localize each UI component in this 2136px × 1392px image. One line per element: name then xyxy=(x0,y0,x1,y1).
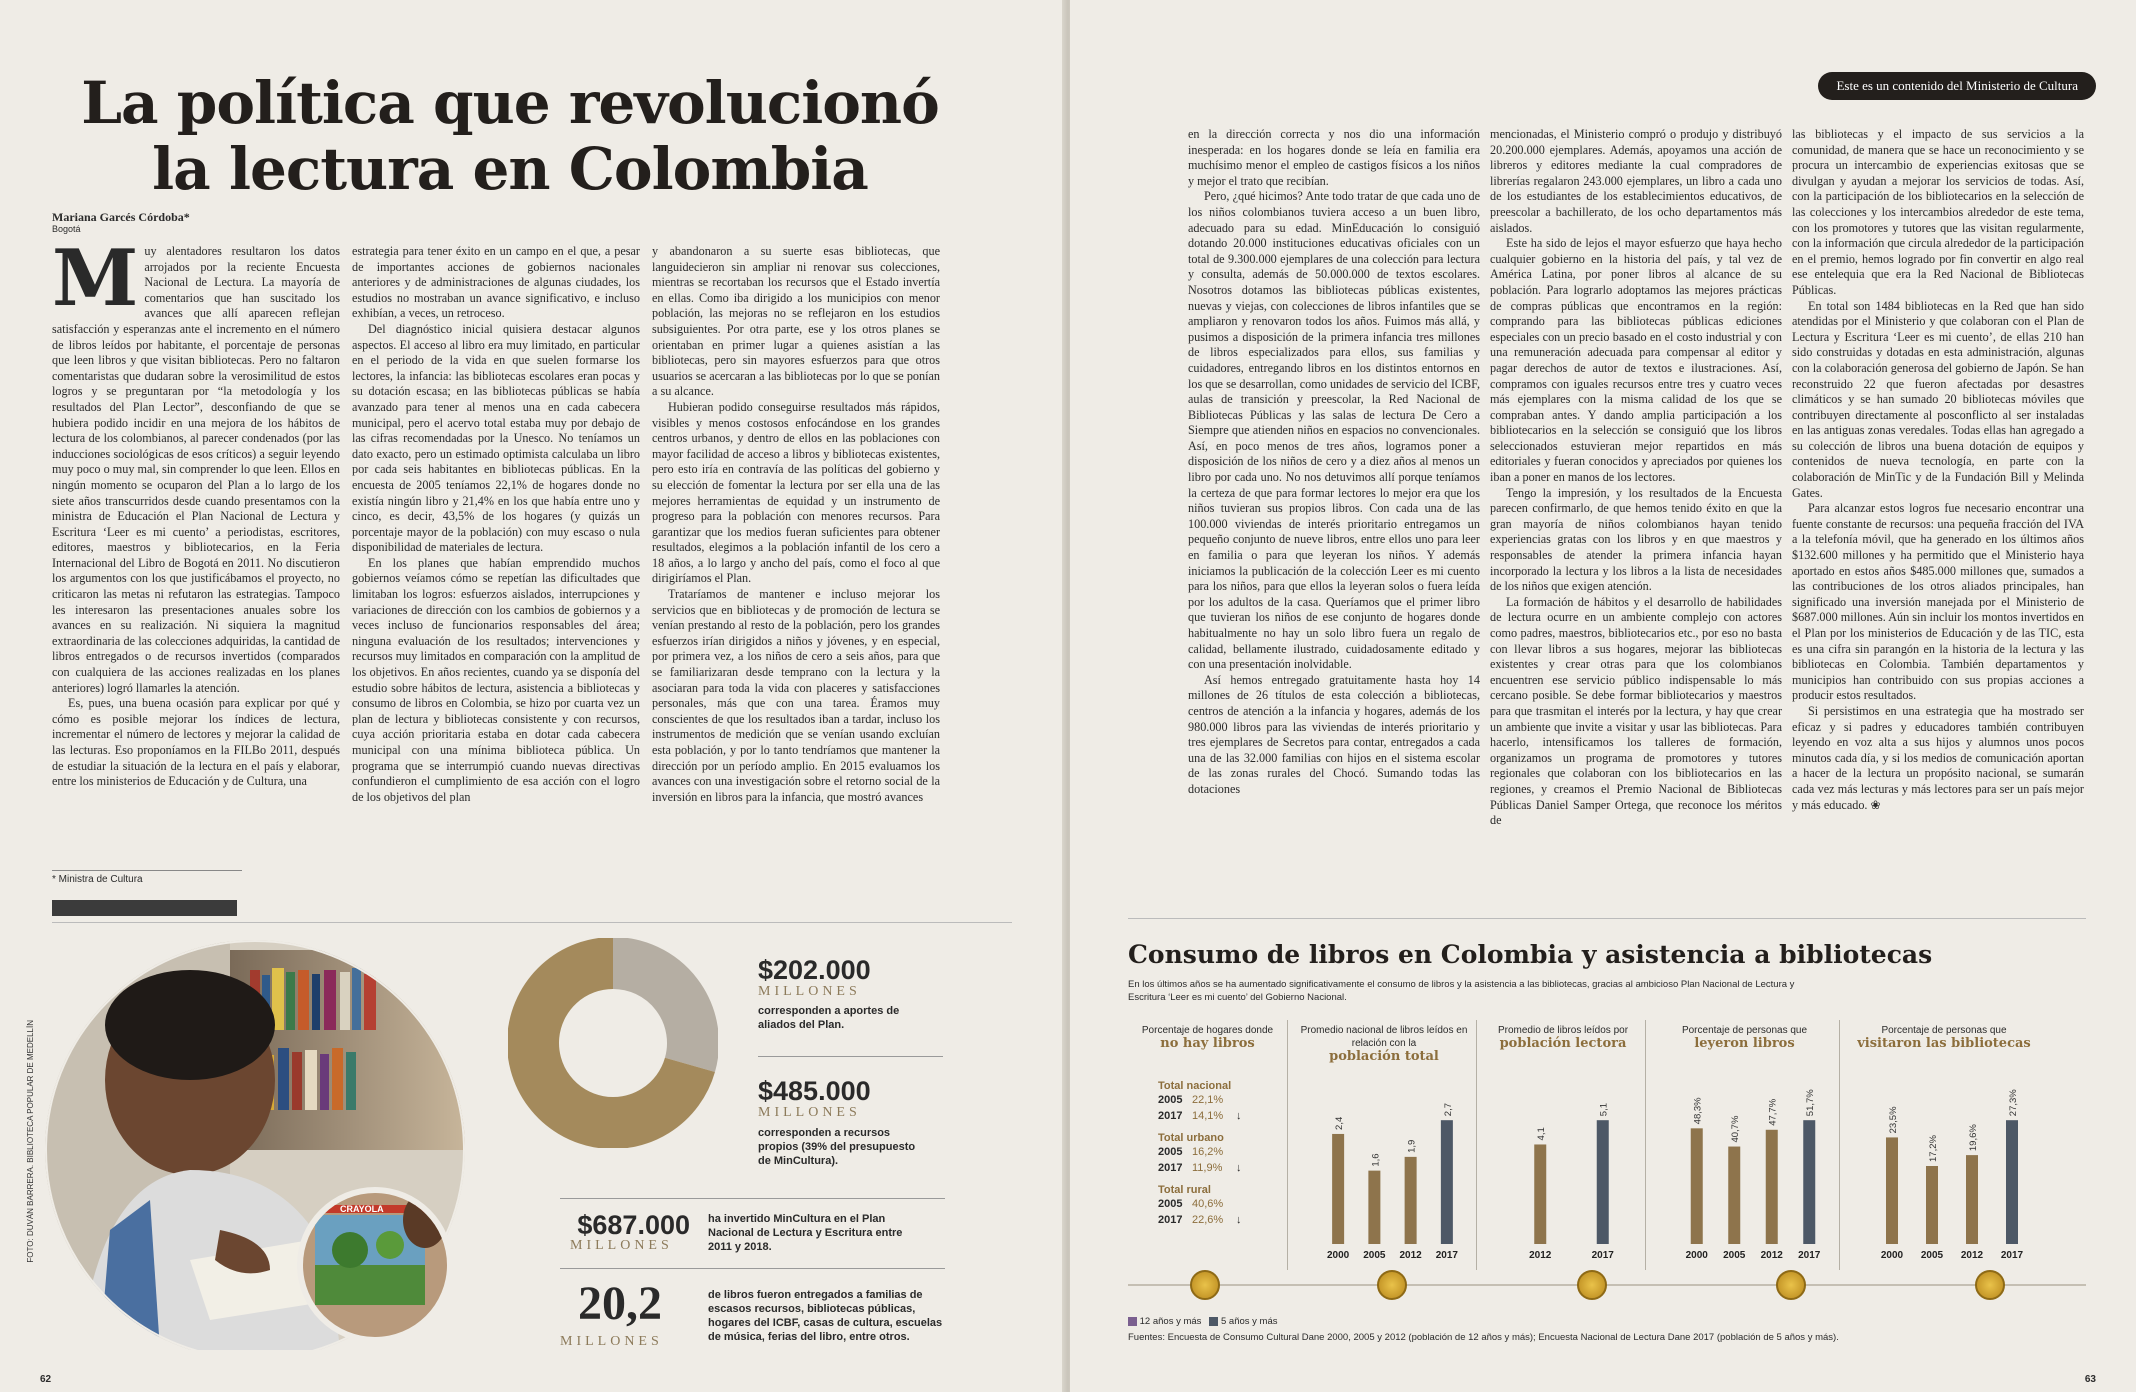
stat-number: $202.000 xyxy=(758,955,871,985)
left-column-1 xyxy=(52,244,340,864)
panel-visited-libraries xyxy=(1844,1020,2044,1270)
bar-value-label: 17,2% xyxy=(1928,1135,1939,1162)
row-value: 22,6% xyxy=(1192,1214,1224,1226)
row-value: 14,1% xyxy=(1192,1110,1224,1122)
sources: Fuentes: Encuesta de Consumo Cultural Dane 2000, 2005 y 2012 (población de 12 años y más); Encuesta Nacional de Lectura Dane 2017 (población de 5 años y más). xyxy=(1128,1332,1839,1343)
paragraph: las bibliotecas y el impacto de sus servicios a la comunidad, de manera que se hace un reconocimiento y se procura un intercambio de experiencias exitosas que se divulgan y ayudan a mejorar los servicios de todas. Así, con la participación de los bibliotecarios en la selección de las colecciones y los intercambios alrededor de este tema, con los promotores y tutores que las visitan regularmente, con la información que circula alrededor de la participación en el premio, hemos logrado por fin convertir en algo real ese entelequia que era la Red Nacional de Bibliotecas Públicas. xyxy=(1792,127,2084,297)
page-number: 62 xyxy=(40,1374,52,1385)
stat-description: corresponden a recursos propios (39% del presupuesto de MinCultura). xyxy=(758,1127,916,1167)
right-column-2 xyxy=(1490,127,1782,887)
panel-no-books xyxy=(1128,1020,1288,1270)
row-year: 2005 xyxy=(1158,1146,1183,1158)
panel-heading-big: población lectora xyxy=(1499,1036,1627,1051)
panel-heading-small: Porcentaje de personas que xyxy=(1681,1025,1808,1036)
right-column-3 xyxy=(1792,127,2084,887)
panel-heading-small: Promedio de libros leídos por xyxy=(1497,1025,1629,1036)
left-page xyxy=(0,0,1066,1392)
paragraph: Este ha sido de lejos el mayor esfuerzo que haya hecho cualquier gobierno en la historia del país, y tal vez de América Latina, por poner libros al alcance de su población. Para lograrlo adoptamos las mejores prácticas de compras públicas que encontramos en la región: comprando para las bibliotecas públicas ediciones especiales con un precio basado en el costo industrial y con una remuneración adecuada para compensar al editor y pagar derechos de autor de textos e ilustraciones. Así, compramos con iguales recursos entre tres y cuatro veces más ejemplares con la misma calidad de los que se compraban antes. Y dando amplia participación a los bibliotecarios en la selección se consiguió que los libros seleccionados estuvieran mejor repartidos en más editoriales y fueran conocidos y apreciados por quienes los iban a poner en manos de los lectores. xyxy=(1490,236,1782,485)
paragraph: mencionadas, el Ministerio compró o produjo y distribuyó 20.200.000 ejemplares. Además, apoyamos una acción de libreros y editores mediante la cual compradores de librerías regalaron 243.000 ejemplares, un libro a cada uno de los estudiantes de los establecimientos educativos, de preescolar a bachillerato, de los ocho departamentos más aislados. xyxy=(1490,127,1782,235)
panel-heading-small: Promedio nacional de libros leídos en relación con la xyxy=(1300,1025,1468,1049)
paragraph: Para alcanzar estos logros fue necesario encontrar una fuente constante de recursos: una pequeña fracción del IVA a la telefonía móvil, que ha generado en los últimos años $132.600 millones y ha permitido que el Ministerio haya aportado en estos años $485.000 millones que, sumados a las contribuciones de los otros aliados principales, han significado una inversión manejada por el Ministerio de $687.000 millones. Aún sin incluir los montos invertidos en el Plan por los ministerios de Educación y de las TIC, esta es una cifra sin parangón en la historia de la lectura y las bibliotecas en Colombia. También departamentos y municipios han contribuido con sus propias acciones a producir estos resultados. xyxy=(1792,501,2084,703)
donut-segment xyxy=(613,963,693,1065)
row-year: 2017 xyxy=(1158,1110,1183,1122)
title-line-1: La política que revolucionó xyxy=(81,69,939,137)
book-medal-icon xyxy=(1377,1270,1407,1300)
bar-value-label: 2,4 xyxy=(1334,1116,1346,1130)
paragraph: uy alentadores resultaron los datos arrojados por la reciente Encuesta Nacional de Lectura. La mayoría de comentarios que han suscitado los avances que allí aparecen reflejan satisfacción y esperanzas ante el incremento en el número de libros leídos por habitante, el porcentaje de personas que leen libros y que visitan bibliotecas. Pero no faltaron comentaristas que dudaran sobre la verosimilitud de estos logros y se preguntaran por “la metodología y los resultados del Plan Lector”, desconfiando de que se hubiera podido incidir en una mejora de los hábitos de lectura de los colombianos, al parecer condenados (por las inducciones sociológicas de esos críticos) a seguir leyendo muy poco o muy mal, sin comprender lo que leen. Ellos en ningún momento se ocuparon del Plan a lo largo de los siete años transcurridos desde cuando presentamos con la ministra de Educación el Plan Nacional de Lectura y Escritura ‘Leer es mi cuento’ a periodistas, escritores, editores, maestros y bibliotecarios, en la Feria Internacional del Libro de Bogotá en 2011. No discutieron los argumentos con los que justificábamos el proyecto, no criticaron las metas ni refutaron las estrategias. Tampoco les interesaron las presentaciones anuales sobre los avances en su realización. Ni siquiera la magnitud extraordinaria de las colecciones adquiridas, la cantidad de libros entregados o de recursos invertidos (comparados con cualquiera de las acciones realizadas en los planes anteriores) logró llamarles la atención. xyxy=(52,244,340,695)
bar xyxy=(1441,1120,1453,1244)
reader-medal-icon xyxy=(1577,1270,1607,1300)
stat-number: $485.000 xyxy=(758,1076,871,1106)
timeline-rule xyxy=(1128,1284,2086,1286)
section-bar xyxy=(52,900,237,916)
households-table xyxy=(1158,1080,1278,1228)
bar-value-label: 1,6 xyxy=(1370,1153,1382,1167)
legend xyxy=(1128,1316,1278,1327)
legend-swatch-5 xyxy=(1209,1317,1218,1326)
year-tick-label: 2017 xyxy=(2000,1250,2024,1261)
stat-number: 20,2 xyxy=(578,1277,662,1330)
panel-heading-small: Porcentaje de personas que xyxy=(1881,1025,2007,1036)
page-number: 63 xyxy=(2084,1374,2096,1385)
panel-heading-small: Porcentaje de hogares donde xyxy=(1141,1025,1274,1036)
panel-heading-big: no hay libros xyxy=(1160,1036,1255,1051)
row-trend: ↓ xyxy=(1236,1214,1242,1226)
reader-medal-icon xyxy=(1776,1270,1806,1300)
panel-books-readers xyxy=(1481,1020,1646,1270)
paragraph: Si persistimos en una estrategia que ha mostrado ser eficaz y si padres y educadores también contribuyen leyendo en voz alta a sus hijos y alumnos unos pocos minutos cada día, y si los medios de comunicación aportan a hacer de la lectura un propósito nacional, se sumarán cada vez más lecturas y más lectores para ser un país mejor y más educado. ❀ xyxy=(1792,703,2084,812)
drop-cap: M xyxy=(52,244,139,324)
legend-label-5: 5 años y más xyxy=(1221,1316,1278,1327)
row-year: 2005 xyxy=(1158,1094,1183,1106)
panel-heading-big: leyeron libros xyxy=(1694,1036,1795,1051)
bar-value-label: 27,3% xyxy=(2008,1089,2019,1117)
panel-heading xyxy=(1481,1024,1645,1051)
bar-value-label: 23,5% xyxy=(1888,1106,1899,1134)
stat-description: ha invertido MinCultura en el Plan Nacional de Lectura y Escritura entre 2011 y 2018. xyxy=(708,1213,903,1253)
paragraph: en la dirección correcta y nos dio una información inesperada: en los hogares donde se leía en familia era muchísimo menor el empleo de castigos físicos a los niños y mejor el trato que recibían. xyxy=(1188,127,1480,188)
book-cover-label: CRAYOLA xyxy=(340,1204,384,1214)
year-tick-label: 2012 xyxy=(1960,1250,1984,1261)
legend-label-12: 12 años y más xyxy=(1139,1316,1202,1327)
legend-swatch-12 xyxy=(1128,1317,1137,1326)
group-row xyxy=(1158,1196,1278,1212)
panel-heading xyxy=(1128,1024,1287,1051)
panel-heading xyxy=(1844,1024,2044,1051)
group-row xyxy=(1158,1212,1278,1228)
paragraph: Tengo la impresión, y los resultados de la Encuesta parecen confirmarlo, de que hemos tenido éxito en que la gran mayoría de niños colombianos hayan tenido experiencias gratas con los libros y en que maestros y responsables de atender la primera infancia hayan incorporado la lectura y los libros a la lista de necesidades de los niños que exigen atención. xyxy=(1490,485,1782,594)
paragraph: Pero, ¿qué hicimos? Ante todo tratar de que cada uno de los niños colombianos tuviera acceso a un buen libro, adecuado para su edad. MinEducación lo consiguió dotando 20.000 instituciones educativas oficiales con un total de 9.300.000 ejemplares de una colección para lectura y consulta, además de 50.000.000 de textos escolares. Nosotros dotamos las bibliotecas públicas existentes, nuevas y viejas, con colecciones de libros infantiles que se ampliaron y renovaron todos los años. Fuimos más allá, y pusimos a disposición de la primera infancia tres millones de libros especializados para ellos, sus familias y cuidadores, entregando libros en los distintos entornos en los que se desarrollan, como unidades de servicio del ICBF, aulas de transición y preescolar, la Red Nacional de Bibliotecas Públicas y las salas de lectura De Cero a Siempre que atienden niños en espacios no convencionales. Así, en poco menos de tres años, logramos poner a disposición de los niños de cero y a diez años al menos un libro por cada uno. No nos detuvimos allí porque teníamos la certeza de que para formar lectores lo mejor era que los niños tuvieran sus propios libros. Con cada una de las 100.000 viviendas de interés prioritario entregamos un pequeño conjunto de nueve libros, entre ellos uno para leer en familia o para que leyeran los niños. Y además iniciamos la publicación de la colección Leer es mi cuento para los niños, para que ellos la leyeran solos o fuera leída por los adultos de la casa. Queríamos que el primer libro que tuvieran los niños de ese conjunto de hogares donde habitualmente no hay un solo libro fuera un regalo de calidad, bellamente ilustrado, cuidadosamente editado y con una presentación inolvidable. xyxy=(1188,189,1480,672)
divider xyxy=(1128,918,2086,919)
group-label: Total nacional xyxy=(1158,1080,1232,1092)
stat-unit: MILLONES xyxy=(758,1105,861,1120)
year-tick-label: 2012 xyxy=(1760,1250,1783,1261)
bar-chart-books-total xyxy=(1292,1064,1477,1270)
group-label: Total urbano xyxy=(1158,1132,1224,1144)
bar-value-label: 51,7% xyxy=(1805,1089,1817,1117)
bar xyxy=(1766,1130,1778,1244)
stat-description: de libros fueron entregados a familias de escasos recursos, bibliotecas públicas, hogares del ICBF, casas de cultura, escuelas de música, ferias del libro, entre otros. xyxy=(708,1289,943,1343)
photo-child-reading xyxy=(40,930,470,1350)
group-label: Total rural xyxy=(1158,1184,1211,1196)
paragraph: En total son 1484 bibliotecas en la Red que han sido atendidas por el Ministerio y que colaboran con el Plan de Lectura y Escritura ‘Leer es mi cuento’, de ellas 210 han sido construidas y dotadas en esta administración, algunas con la colaboración generosa del gobierno de Japón. Se han reconstruido 22 que fueron afectadas por desastres climáticos y se han sumado 20 bibliotecas móviles que contribuyen directamente al posconflicto al ser instaladas en las antiguas zonas veredales. Todas ellas han agregado a su colección de libros una buena dotación de equipos y contenidos de nueva tecnología, en parte con la colaboración de MinTic y de la Fundación Bill y Melinda Gates. xyxy=(1792,298,2084,500)
divider xyxy=(758,1056,943,1057)
panel-heading-big: población total xyxy=(1329,1049,1439,1064)
paragraph: y abandonaron a su suerte esas bibliotecas, que languidecieron sin ampliar ni renovar sus colecciones, mientras se recortaban los recursos que el Estado invertía en ellas. Como iba dirigido a los municipios con menor población, las mejoras no se reflejaron en los estudios subsiguientes. Por otra parte, ese y los otros planes se orientaban en primer lugar a quienes asistían a las bibliotecas, pero sin mayores esfuerzos para que otros usuarios se acercaran a las bibliotecas por lo que se ponían a su alcance. xyxy=(652,244,940,399)
infographic-title: Consumo de libros en Colombia y asistencia a bibliotecas xyxy=(1128,940,1933,969)
donut-chart xyxy=(508,938,718,1148)
bar xyxy=(1691,1128,1703,1244)
stat-number: $687.000 xyxy=(577,1210,690,1240)
group-row xyxy=(1158,1160,1278,1176)
bar xyxy=(1534,1144,1546,1244)
stat-unit: MILLONES xyxy=(758,984,861,999)
paragraph: estrategia para tener éxito en un campo en el que, a pesar de importantes acciones de gobiernos nacionales anteriores y de administraciones de algunas ciudades, los estudios no mostraban un avance significativo, e incluso exhibían, a veces, un retroceso. xyxy=(352,244,640,321)
bar-value-label: 1,9 xyxy=(1406,1139,1418,1153)
book-medal-icon xyxy=(1190,1270,1220,1300)
year-tick-label: 2005 xyxy=(1920,1250,1944,1261)
footnote: * Ministra de Cultura xyxy=(52,870,242,885)
panel-heading xyxy=(1292,1024,1476,1064)
author-name: Mariana Garcés Córdoba* xyxy=(52,210,190,224)
bar-value-label: 47,7% xyxy=(1767,1098,1779,1126)
paragraph: En los planes que habían emprendido muchos gobiernos veíamos cómo se repetían las dificultades que limitaban los logros: esfuerzos aislados, interrupciones y variaciones de dirección con los cambios de gobiernos y a veces incluso de funcionarios responsables del área; ninguna evaluación de los resultados; intervenciones y recursos muy limitados en comparación con la amplitud de los objetivos. En años recientes, cuando ya se disponía del estudio sobre hábitos de lectura, asistencia a bibliotecas y consumo de libros en Colombia, se hizo por cuarta vez un plan de lectura y bibliotecas consistente y con recursos, cuya acción prioritaria estaba en dotar cada cabecera municipal con una mínima biblioteca pública. Un programa que se interrumpió cuando nuevas directivas confundieron el cumplimiento de esa acción con el logro de los objetivos del plan xyxy=(352,555,640,804)
row-value: 40,6% xyxy=(1192,1198,1224,1210)
year-tick-label: 2000 xyxy=(1685,1250,1708,1261)
year-tick-label: 2000 xyxy=(1880,1250,1904,1261)
bar-value-label: 40,7% xyxy=(1730,1115,1742,1143)
year-tick-label: 2017 xyxy=(1798,1250,1821,1261)
right-page xyxy=(1070,0,2136,1392)
library-medal-icon xyxy=(1975,1270,2005,1300)
right-column-1 xyxy=(1188,127,1480,887)
paragraph: Hubieran podido conseguirse resultados más rápidos, visibles y menos costosos enfocándose en los grandes centros urbanos, y dentro de ellos en las poblaciones con mayor facilidad de acceso a libros y bibliotecas existentes, pero esto iría en contravía de las políticas del gobierno y su elección de fomentar la lectura por ser ella una de las mejores herramientas de equidad y un instrumento de progreso para la población con menores recursos. Para garantizar que los medios fueran suficientes para obtener resultados, elegimos a la población infantil de los cero a 18 años, a lo largo y ancho del país, como el foco al que dirigiríamos el Plan. xyxy=(652,399,940,586)
paragraph: La formación de hábitos y el desarrollo de habilidades de lectura ocurre en un ambiente complejo con actores como padres, maestros, bibliotecarios etc., por eso no basta con llevar libros a sus hogares, mejorar las bibliotecas existentes y crear otras para que los colombianos encuentren ese servicio público indispensable lo más cercano posible. Se debe formar bibliotecarios y maestros para que trasmitan el interés por la lectura, y hay que crear un ambiente que invite a visitar y usar las bibliotecas. Para hacerlo, intensificamos los talleres de formación, organizamos un programa de promotores y tutores regionales que colaboran con los bibliotecarios en las regiones, y creamos el Premio Nacional de Bibliotecas Públicas Daniel Samper Ortega, que reconoce los méritos de xyxy=(1490,594,1782,828)
divider xyxy=(52,922,1012,923)
bar xyxy=(1405,1157,1417,1244)
panel-heading xyxy=(1650,1024,1839,1051)
row-value: 11,9% xyxy=(1192,1162,1223,1174)
bar xyxy=(1803,1120,1815,1244)
bar xyxy=(1597,1120,1609,1244)
group-row xyxy=(1158,1092,1278,1108)
row-year: 2005 xyxy=(1158,1198,1183,1210)
row-value: 22,1% xyxy=(1192,1094,1224,1106)
left-column-2 xyxy=(352,244,640,874)
group-row xyxy=(1158,1108,1278,1124)
divider xyxy=(560,1198,945,1199)
panel-read-books xyxy=(1650,1020,1840,1270)
bar-value-label: 5,1 xyxy=(1598,1102,1610,1117)
panel-books-total-pop xyxy=(1292,1020,1477,1270)
year-tick-label: 2012 xyxy=(1529,1250,1552,1261)
title-line-2: la lectura en Colombia xyxy=(152,135,868,203)
bar-value-label: 48,3% xyxy=(1692,1097,1704,1125)
bar-value-label: 19,6% xyxy=(1968,1124,1979,1152)
article-title xyxy=(60,70,960,202)
row-year: 2017 xyxy=(1158,1214,1183,1226)
row-trend: ↓ xyxy=(1236,1110,1242,1122)
sponsor-badge: Este es un contenido del Ministerio de Cultura xyxy=(1818,72,2096,100)
year-tick-label: 2012 xyxy=(1399,1250,1422,1261)
row-trend: ↓ xyxy=(1236,1162,1242,1174)
bar xyxy=(1332,1134,1344,1244)
paragraph: Trataríamos de mantener e incluso mejorar los servicios que en bibliotecas y de promoción de lectura se venían prestando al resto de la población, pero los grandes esfuerzos irían dirigidos a niños y jóvenes, y en especial, por primera vez, a los niños de cero a seis años, para que se familiarizaran desde temprano con la lectura y la asociaran para toda la vida con placeres y satisfacciones personales, más que con una tarea. Éramos muy conscientes de que los resultados iban a tardar, incluso los instrumentos de medición que se venían usando excluían esta población, y por lo tanto tendríamos que mantener la dirección por un período amplio. En 2015 evaluamos los avances con una investigación sobre el retorno social de la inversión en libros para la infancia, que mostró avances xyxy=(652,587,940,804)
bar-chart-books-readers xyxy=(1481,1064,1646,1270)
year-tick-label: 2000 xyxy=(1327,1250,1350,1261)
bar xyxy=(1926,1166,1938,1244)
author-city: Bogotá xyxy=(52,224,81,234)
stat-description: corresponden a aportes de aliados del Plan. xyxy=(758,1005,900,1031)
bar-value-label: 4,1 xyxy=(1536,1127,1548,1141)
paragraph: Así hemos entregado gratuitamente hasta hoy 14 millones de 26 títulos de esta colección a bibliotecas, centros de atención a la infancia y hogares, además de los 980.000 libros para las viviendas de interés prioritario y tres ejemplares de Secretos para contar, entregados a cada una de las 32.000 familias con hijos en el sistema escolar de las zonas rurales del Chocó. Sumando todas las dotaciones xyxy=(1188,672,1480,796)
bar-chart-read-books xyxy=(1650,1064,1840,1270)
group-row xyxy=(1158,1144,1278,1160)
panel-heading-big: visitaron las bibliotecas xyxy=(1857,1036,2031,1051)
bar-chart-visited-libraries xyxy=(1844,1064,2044,1270)
stat-unit: MILLONES xyxy=(560,1334,663,1349)
divider xyxy=(560,1268,945,1269)
paragraph: Del diagnóstico inicial quisiera destacar algunos aspectos. El acceso al libro era muy limitado, en particular en el periodo de la vida en que suelen formarse los lectores, la infancia: las bibliotecas escolares eran pocas y su dotación escasa; en las bibliotecas públicas se había avanzado para tener al menos una en cada cabecera municipal, pero el acervo total estaba muy por debajo de las cifras recomendadas por la Unesco. No teníamos un dato exacto, pero un estimado optimista calculaba un libro por cada seis habitantes en bibliotecas públicas. En la encuesta de 2005 teníamos 22,1% de hogares donde no existía ningún libro y 21,4% en los que había entre uno y cinco, es decir, 43,5% de los hogares (y quizás un porcentaje mayor de la población) con muy escaso o nula disponibilidad de materiales de lectura. xyxy=(352,321,640,555)
year-tick-label: 2017 xyxy=(1591,1250,1614,1261)
left-column-3 xyxy=(652,244,940,874)
row-value: 16,2% xyxy=(1192,1146,1224,1158)
bar xyxy=(1886,1137,1898,1244)
row-year: 2017 xyxy=(1158,1162,1183,1174)
paragraph: Es, pues, una buena ocasión para explicar por qué y cómo es posible mejorar los índices de lectura, incrementar el número de lectores y mejorar la calidad de las lecturas. Eso proponíamos en la FILBo 2011, después de estudiar la situación de la lectura en el país y elaborar, entre los ministerios de Educación y de Cultura, una xyxy=(52,696,340,789)
year-tick-label: 2005 xyxy=(1723,1250,1746,1261)
bar xyxy=(1966,1155,1978,1244)
bar xyxy=(1368,1171,1380,1244)
year-tick-label: 2005 xyxy=(1363,1250,1386,1261)
infographic-subtitle: En los últimos años se ha aumentado significativamente el consumo de libros y la asistencia a las bibliotecas, gracias al ambicioso Plan Nacional de Lectura y Escritura ‘Leer es mi cuento’ del Gobierno Nacional. xyxy=(1128,979,1795,1003)
stat-unit: MILLONES xyxy=(570,1238,673,1253)
bar-value-label: 2,7 xyxy=(1442,1102,1454,1117)
photo-credit: FOTO: DUVÁN BARRERA. BIBLIOTECA POPULAR DE MEDELLÍN xyxy=(26,1020,35,1263)
bar xyxy=(1728,1147,1740,1244)
bar xyxy=(2006,1120,2018,1244)
year-tick-label: 2017 xyxy=(1435,1250,1458,1261)
